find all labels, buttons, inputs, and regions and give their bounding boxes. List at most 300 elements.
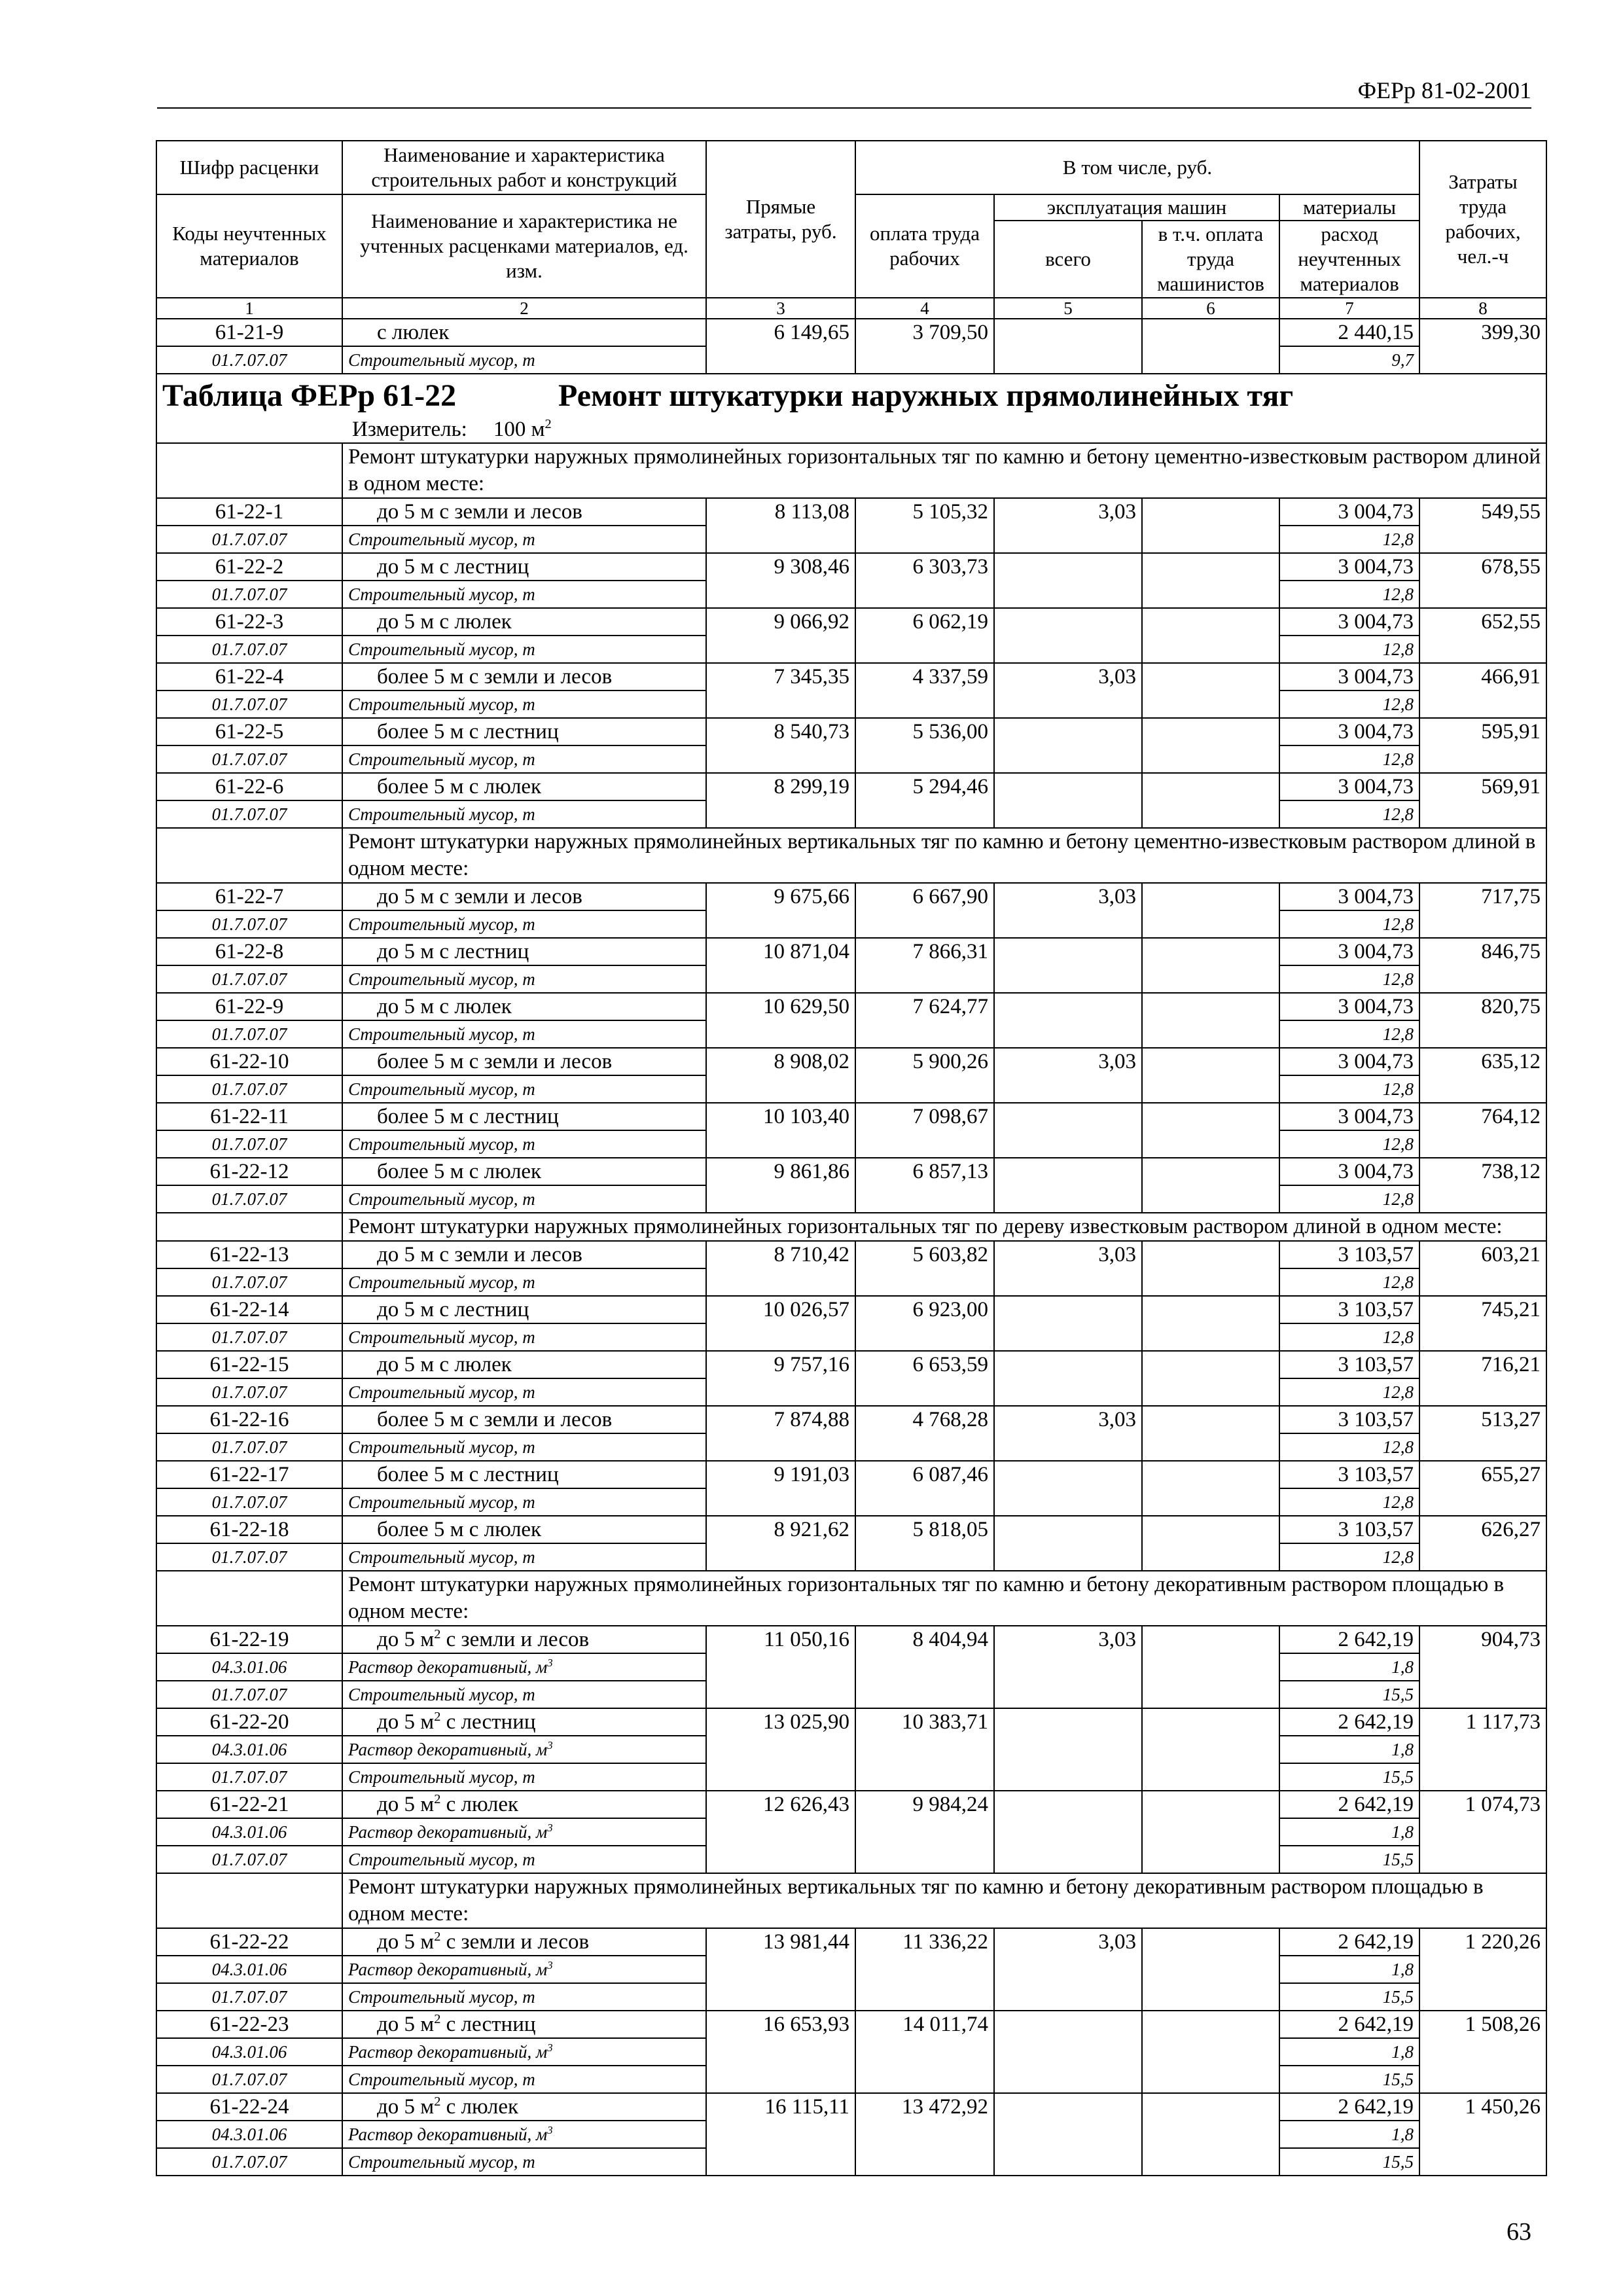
measure-label: Измеритель: xyxy=(352,418,467,441)
machinists-pay xyxy=(1142,883,1279,938)
work-name: до 5 м с лестниц xyxy=(342,553,706,581)
labor-pay: 6 062,19 xyxy=(855,608,994,663)
labor-hours: 904,73 xyxy=(1419,1626,1546,1708)
table-title-row xyxy=(156,374,1546,443)
work-name: более 5 м с люлек xyxy=(342,1158,706,1185)
material-code: 01.7.07.07 xyxy=(156,1268,342,1296)
material-name: Раствор декоративный, $м^3$ xyxy=(342,2121,706,2148)
material-code: 01.7.07.07 xyxy=(156,1543,342,1571)
labor-hours: 764,12 xyxy=(1419,1103,1546,1158)
table-row xyxy=(156,883,1546,910)
material-qty: 1,8 xyxy=(1279,2038,1419,2066)
rate-code: 61-22-16 xyxy=(156,1406,342,1433)
direct-cost: 10 629,50 xyxy=(706,993,855,1048)
material-qty: 12,8 xyxy=(1279,800,1419,828)
material-name: Раствор декоративный, $м^3$ xyxy=(342,1736,706,1763)
machinists-pay xyxy=(1142,1048,1279,1103)
rate-code: 61-22-24 xyxy=(156,2093,342,2121)
labor-pay: 5 603,82 xyxy=(855,1241,994,1296)
material-code: 01.7.07.07 xyxy=(156,636,342,663)
machinists-pay xyxy=(1142,319,1279,374)
table-row xyxy=(156,993,1546,1020)
material-qty: 9,7 xyxy=(1279,346,1419,374)
material-name: Строительный мусор, т xyxy=(342,346,706,374)
material-name: Строительный мусор, т xyxy=(342,1846,706,1873)
table-row xyxy=(156,1158,1546,1185)
document-code: ФЕРр 81-02-2001 xyxy=(1357,77,1531,103)
labor-hours: 1 220,26 xyxy=(1419,1928,1546,2011)
material-qty: 15,5 xyxy=(1279,1983,1419,2011)
material-qty: 12,8 xyxy=(1279,581,1419,608)
col-code-bottom: Коды неучтенных материалов xyxy=(156,194,342,298)
material-code: 01.7.07.07 xyxy=(156,1185,342,1213)
material-name: Строительный мусор, т xyxy=(342,636,706,663)
labor-hours: 717,75 xyxy=(1419,883,1546,938)
material-name: Строительный мусор, т xyxy=(342,581,706,608)
material-qty: 15,5 xyxy=(1279,1846,1419,1873)
labor-hours: 820,75 xyxy=(1419,993,1546,1048)
materials-cost: 3 103,57 xyxy=(1279,1296,1419,1323)
material-code: 01.7.07.07 xyxy=(156,691,342,718)
table-row xyxy=(156,663,1546,691)
machinists-pay xyxy=(1142,1241,1279,1296)
labor-hours: 655,27 xyxy=(1419,1461,1546,1516)
col-number: 7 xyxy=(1279,298,1419,319)
work-name: до 5 $м^2$ с лестниц xyxy=(342,2011,706,2038)
machines-total: 3,03 xyxy=(994,1406,1142,1461)
work-name: до 5 $м^2$ с люлек xyxy=(342,1791,706,1818)
group-spacer xyxy=(156,443,342,498)
col-labor-pay: оплата труда рабочих xyxy=(855,194,994,298)
group-title: Ремонт штукатурки наружных прямолинейных горизонтальных тяг по камню и бетону декоративным раствором площадью в одном месте: xyxy=(342,1571,1546,1626)
materials-cost: 3 004,73 xyxy=(1279,553,1419,581)
material-qty: 12,8 xyxy=(1279,745,1419,773)
labor-pay: 4 768,28 xyxy=(855,1406,994,1461)
material-qty: 12,8 xyxy=(1279,1185,1419,1213)
table-number: Таблица ФЕРр 61-22 xyxy=(162,378,457,413)
rate-code: 61-22-12 xyxy=(156,1158,342,1185)
labor-pay: 14 011,74 xyxy=(855,2011,994,2093)
machinists-pay xyxy=(1142,498,1279,553)
direct-cost: 6 149,65 xyxy=(706,319,855,374)
labor-hours: 399,30 xyxy=(1419,319,1546,374)
material-name: Строительный мусор, т xyxy=(342,1185,706,1213)
materials-cost: 2 642,19 xyxy=(1279,1791,1419,1818)
material-code: 01.7.07.07 xyxy=(156,1020,342,1048)
machinists-pay xyxy=(1142,663,1279,718)
machines-total xyxy=(994,608,1142,663)
materials-cost: 3 004,73 xyxy=(1279,773,1419,800)
rate-code: 61-22-3 xyxy=(156,608,342,636)
group-row xyxy=(156,1571,1546,1626)
table-row xyxy=(156,2011,1546,2038)
material-qty: 12,8 xyxy=(1279,910,1419,938)
col-number: 8 xyxy=(1419,298,1546,319)
labor-hours: 1 074,73 xyxy=(1419,1791,1546,1873)
materials-cost: 3 004,73 xyxy=(1279,718,1419,745)
materials-cost: 2 642,19 xyxy=(1279,2011,1419,2038)
machines-total xyxy=(994,773,1142,828)
group-row xyxy=(156,1873,1546,1928)
machines-total: 3,03 xyxy=(994,1928,1142,2011)
direct-cost: 9 308,46 xyxy=(706,553,855,608)
direct-cost: 10 103,40 xyxy=(706,1103,855,1158)
material-name: Строительный мусор, т xyxy=(342,1763,706,1791)
materials-cost: 3 004,73 xyxy=(1279,1048,1419,1075)
material-qty: 15,5 xyxy=(1279,1681,1419,1708)
rate-code: 61-22-9 xyxy=(156,993,342,1020)
table-row xyxy=(156,1626,1546,1653)
direct-cost: 8 299,19 xyxy=(706,773,855,828)
col-number: 2 xyxy=(342,298,706,319)
material-name: Строительный мусор, т xyxy=(342,1378,706,1406)
labor-hours: 1 450,26 xyxy=(1419,2093,1546,2176)
labor-pay: 5 536,00 xyxy=(855,718,994,773)
labor-pay: 7 624,77 xyxy=(855,993,994,1048)
table-row xyxy=(156,1103,1546,1130)
material-code: 01.7.07.07 xyxy=(156,2148,342,2176)
machines-total xyxy=(994,993,1142,1048)
material-code: 01.7.07.07 xyxy=(156,1433,342,1461)
material-name: Строительный мусор, т xyxy=(342,1543,706,1571)
machinists-pay xyxy=(1142,1626,1279,1708)
material-code: 04.3.01.06 xyxy=(156,1818,342,1846)
machinists-pay xyxy=(1142,1461,1279,1516)
rate-code: 61-22-6 xyxy=(156,773,342,800)
materials-cost: 3 004,73 xyxy=(1279,993,1419,1020)
table-row xyxy=(156,1296,1546,1323)
table-row xyxy=(156,1048,1546,1075)
machines-total xyxy=(994,1103,1142,1158)
machines-total xyxy=(994,553,1142,608)
direct-cost: 16 115,11 xyxy=(706,2093,855,2176)
rate-code: 61-22-1 xyxy=(156,498,342,526)
material-qty: 12,8 xyxy=(1279,1075,1419,1103)
material-code: 04.3.01.06 xyxy=(156,1736,342,1763)
labor-pay: 5 900,26 xyxy=(855,1048,994,1103)
work-name: с люлек xyxy=(342,319,706,346)
labor-pay: 5 105,32 xyxy=(855,498,994,553)
materials-cost: 3 103,57 xyxy=(1279,1351,1419,1378)
table-row xyxy=(156,1241,1546,1268)
table-row xyxy=(156,773,1546,800)
material-qty: 1,8 xyxy=(1279,1653,1419,1681)
measure-value: 100 $м^2$ xyxy=(493,417,552,441)
labor-hours: 745,21 xyxy=(1419,1296,1546,1351)
rate-code: 61-22-13 xyxy=(156,1241,342,1268)
col-number: 3 xyxy=(706,298,855,319)
table-row xyxy=(156,2093,1546,2121)
material-qty: 12,8 xyxy=(1279,965,1419,993)
labor-pay: 10 383,71 xyxy=(855,1708,994,1791)
machines-total xyxy=(994,1791,1142,1873)
materials-cost: 3 004,73 xyxy=(1279,498,1419,526)
material-qty: 15,5 xyxy=(1279,2148,1419,2176)
materials-cost: 3 103,57 xyxy=(1279,1406,1419,1433)
page-number: 63 xyxy=(1507,2218,1531,2246)
group-row xyxy=(156,443,1546,498)
labor-hours: 678,55 xyxy=(1419,553,1546,608)
material-code: 01.7.07.07 xyxy=(156,581,342,608)
header-rule xyxy=(157,107,1531,109)
materials-cost: 2 440,15 xyxy=(1279,319,1419,346)
material-name: Строительный мусор, т xyxy=(342,691,706,718)
work-name: до 5 м с лестниц xyxy=(342,1296,706,1323)
direct-cost: 8 921,62 xyxy=(706,1516,855,1571)
materials-cost: 2 642,19 xyxy=(1279,1928,1419,1956)
labor-pay: 3 709,50 xyxy=(855,319,994,374)
materials-cost: 3 004,73 xyxy=(1279,663,1419,691)
machinists-pay xyxy=(1142,938,1279,993)
machinists-pay xyxy=(1142,553,1279,608)
labor-pay: 11 336,22 xyxy=(855,1928,994,2011)
materials-cost: 3 103,57 xyxy=(1279,1461,1419,1488)
machinists-pay xyxy=(1142,1296,1279,1351)
direct-cost: 7 874,88 xyxy=(706,1406,855,1461)
direct-cost: 9 675,66 xyxy=(706,883,855,938)
work-name: более 5 м с люлек xyxy=(342,773,706,800)
labor-pay: 7 866,31 xyxy=(855,938,994,993)
material-qty: 1,8 xyxy=(1279,1956,1419,1983)
work-name: более 5 м с лестниц xyxy=(342,1103,706,1130)
materials-cost: 3 004,73 xyxy=(1279,1158,1419,1185)
machinists-pay xyxy=(1142,1791,1279,1873)
col-number: 5 xyxy=(994,298,1142,319)
machines-total xyxy=(994,2093,1142,2176)
direct-cost: 16 653,93 xyxy=(706,2011,855,2093)
machinists-pay xyxy=(1142,1351,1279,1406)
table-row xyxy=(156,319,1546,346)
material-name: Раствор декоративный, $м^3$ xyxy=(342,2038,706,2066)
machines-total: 3,03 xyxy=(994,883,1142,938)
materials-cost: 3 004,73 xyxy=(1279,608,1419,636)
material-name: Строительный мусор, т xyxy=(342,2148,706,2176)
labor-hours: 846,75 xyxy=(1419,938,1546,993)
material-qty: 12,8 xyxy=(1279,1543,1419,1571)
labor-pay: 4 337,59 xyxy=(855,663,994,718)
labor-pay: 13 472,92 xyxy=(855,2093,994,2176)
table-subject: Ремонт штукатурки наружных прямолинейных тяг xyxy=(558,378,1294,413)
material-name: Строительный мусор, т xyxy=(342,1075,706,1103)
work-name: более 5 м с земли и лесов xyxy=(342,663,706,691)
work-name: до 5 м с лестниц xyxy=(342,938,706,965)
machinists-pay xyxy=(1142,773,1279,828)
rate-code: 61-22-5 xyxy=(156,718,342,745)
work-name: до 5 м с земли и лесов xyxy=(342,883,706,910)
labor-pay: 6 667,90 xyxy=(855,883,994,938)
col-materials-sub: расход неучтенных материалов xyxy=(1279,221,1419,298)
rate-code: 61-22-19 xyxy=(156,1626,342,1653)
table-row xyxy=(156,1406,1546,1433)
labor-hours: 549,55 xyxy=(1419,498,1546,553)
table-row xyxy=(156,1351,1546,1378)
table-row xyxy=(156,498,1546,526)
col-number: 1 xyxy=(156,298,342,319)
labor-hours: 595,91 xyxy=(1419,718,1546,773)
labor-hours: 1 508,26 xyxy=(1419,2011,1546,2093)
labor-pay: 6 303,73 xyxy=(855,553,994,608)
work-name: до 5 $м^2$ с земли и лесов xyxy=(342,1626,706,1653)
machines-total: 3,03 xyxy=(994,1241,1142,1296)
machinists-pay xyxy=(1142,608,1279,663)
materials-cost: 3 004,73 xyxy=(1279,938,1419,965)
table-row xyxy=(156,1461,1546,1488)
material-name: Строительный мусор, т xyxy=(342,1983,706,2011)
rate-code: 61-22-14 xyxy=(156,1296,342,1323)
labor-pay: 6 923,00 xyxy=(855,1296,994,1351)
material-name: Строительный мусор, т xyxy=(342,2066,706,2093)
material-code: 01.7.07.07 xyxy=(156,965,342,993)
group-title: Ремонт штукатурки наружных прямолинейных вертикальных тяг по камню и бетону декоративным раствором площадью в одном месте: xyxy=(342,1873,1546,1928)
rate-code: 61-22-8 xyxy=(156,938,342,965)
material-code: 01.7.07.07 xyxy=(156,526,342,553)
group-title: Ремонт штукатурки наружных прямолинейных горизонтальных тяг по дереву известковым раствором длиной в одном месте: xyxy=(342,1213,1546,1241)
material-code: 01.7.07.07 xyxy=(156,745,342,773)
machinists-pay xyxy=(1142,993,1279,1048)
machinists-pay xyxy=(1142,1928,1279,2011)
labor-pay: 5 294,46 xyxy=(855,773,994,828)
machines-total xyxy=(994,938,1142,993)
direct-cost: 13 981,44 xyxy=(706,1928,855,2011)
material-code: 04.3.01.06 xyxy=(156,1956,342,1983)
labor-pay: 6 087,46 xyxy=(855,1461,994,1516)
work-name: до 5 м с люлек xyxy=(342,993,706,1020)
labor-hours: 635,12 xyxy=(1419,1048,1546,1103)
rate-code: 61-22-23 xyxy=(156,2011,342,2038)
col-materials: материалы xyxy=(1279,194,1419,221)
rate-code: 61-22-20 xyxy=(156,1708,342,1736)
col-labor: Затраты труда рабочих, чел.-ч xyxy=(1419,141,1546,298)
material-qty: 12,8 xyxy=(1279,691,1419,718)
machines-total xyxy=(994,1516,1142,1571)
table-title-cell xyxy=(156,374,1546,443)
material-code: 01.7.07.07 xyxy=(156,1763,342,1791)
material-qty: 1,8 xyxy=(1279,2121,1419,2148)
col-machinists: в т.ч. оплата труда машинистов xyxy=(1142,221,1279,298)
rate-code: 61-22-21 xyxy=(156,1791,342,1818)
rate-code: 61-22-17 xyxy=(156,1461,342,1488)
direct-cost: 8 710,42 xyxy=(706,1241,855,1296)
material-code: 01.7.07.07 xyxy=(156,800,342,828)
col-code-top: Шифр расценки xyxy=(156,141,342,194)
direct-cost: 7 345,35 xyxy=(706,663,855,718)
labor-pay: 9 984,24 xyxy=(855,1791,994,1873)
direct-cost: 9 191,03 xyxy=(706,1461,855,1516)
material-qty: 15,5 xyxy=(1279,1763,1419,1791)
direct-cost: 9 861,86 xyxy=(706,1158,855,1213)
rate-code: 61-22-22 xyxy=(156,1928,342,1956)
material-name: Строительный мусор, т xyxy=(342,965,706,993)
work-name: до 5 м с люлек xyxy=(342,1351,706,1378)
labor-hours: 569,91 xyxy=(1419,773,1546,828)
material-code: 04.3.01.06 xyxy=(156,1653,342,1681)
work-name: более 5 м с лестниц xyxy=(342,1461,706,1488)
labor-hours: 466,91 xyxy=(1419,663,1546,718)
labor-pay: 6 857,13 xyxy=(855,1158,994,1213)
material-name: Строительный мусор, т xyxy=(342,1488,706,1516)
col-name-bottom: Наименование и характеристика не учтенных расценками материалов, ед. изм. xyxy=(342,194,706,298)
material-code: 01.7.07.07 xyxy=(156,1983,342,2011)
material-name: Раствор декоративный, $м^3$ xyxy=(342,1818,706,1846)
material-name: Строительный мусор, т xyxy=(342,1020,706,1048)
labor-hours: 513,27 xyxy=(1419,1406,1546,1461)
material-code: 01.7.07.07 xyxy=(156,1488,342,1516)
machinists-pay xyxy=(1142,718,1279,773)
direct-cost: 10 026,57 xyxy=(706,1296,855,1351)
material-qty: 12,8 xyxy=(1279,526,1419,553)
work-name: более 5 м с земли и лесов xyxy=(342,1048,706,1075)
work-name: до 5 м с земли и лесов xyxy=(342,498,706,526)
material-name: Строительный мусор, т xyxy=(342,1323,706,1351)
table-body xyxy=(156,319,1546,2176)
work-name: до 5 $м^2$ с лестниц xyxy=(342,1708,706,1736)
table-header xyxy=(156,141,1546,319)
material-name: Строительный мусор, т xyxy=(342,1681,706,1708)
work-name: более 5 м с земли и лесов xyxy=(342,1406,706,1433)
material-qty: 12,8 xyxy=(1279,636,1419,663)
material-qty: 12,8 xyxy=(1279,1378,1419,1406)
material-qty: 12,8 xyxy=(1279,1488,1419,1516)
labor-pay: 8 404,94 xyxy=(855,1626,994,1708)
labor-hours: 716,21 xyxy=(1419,1351,1546,1406)
material-code: 01.7.07.07 xyxy=(156,1130,342,1158)
labor-pay: 7 098,67 xyxy=(855,1103,994,1158)
table-row xyxy=(156,1791,1546,1818)
material-name: Раствор декоративный, $м^3$ xyxy=(342,1956,706,1983)
material-name: Строительный мусор, т xyxy=(342,526,706,553)
machines-total xyxy=(994,2011,1142,2093)
direct-cost: 8 908,02 xyxy=(706,1048,855,1103)
col-direct: Прямые затраты, руб. xyxy=(706,141,855,298)
material-qty: 15,5 xyxy=(1279,2066,1419,2093)
labor-hours: 626,27 xyxy=(1419,1516,1546,1571)
measure-unit xyxy=(162,416,1541,442)
work-name: до 5 $м^2$ с земли и лесов xyxy=(342,1928,706,1956)
direct-cost: 8 540,73 xyxy=(706,718,855,773)
labor-hours: 1 117,73 xyxy=(1419,1708,1546,1791)
material-qty: 12,8 xyxy=(1279,1433,1419,1461)
rate-code: 61-22-4 xyxy=(156,663,342,691)
labor-hours: 603,21 xyxy=(1419,1241,1546,1296)
col-number: 4 xyxy=(855,298,994,319)
group-row xyxy=(156,828,1546,883)
material-code: 01.7.07.07 xyxy=(156,346,342,374)
machines-total xyxy=(994,1296,1142,1351)
table-row xyxy=(156,608,1546,636)
col-name-top: Наименование и характеристика строительных работ и конструкций xyxy=(342,141,706,194)
material-qty: 1,8 xyxy=(1279,1736,1419,1763)
materials-cost: 2 642,19 xyxy=(1279,1626,1419,1653)
work-name: до 5 м с люлек xyxy=(342,608,706,636)
material-name: Строительный мусор, т xyxy=(342,745,706,773)
material-code: 01.7.07.07 xyxy=(156,1075,342,1103)
labor-hours: 738,12 xyxy=(1419,1158,1546,1213)
table-row xyxy=(156,553,1546,581)
materials-cost: 3 004,73 xyxy=(1279,883,1419,910)
group-spacer xyxy=(156,828,342,883)
machinists-pay xyxy=(1142,2093,1279,2176)
material-code: 01.7.07.07 xyxy=(156,1846,342,1873)
table-row xyxy=(156,718,1546,745)
machines-total xyxy=(994,718,1142,773)
material-name: Строительный мусор, т xyxy=(342,1433,706,1461)
material-code: 01.7.07.07 xyxy=(156,1681,342,1708)
material-name: Раствор декоративный, $м^3$ xyxy=(342,1653,706,1681)
machines-total xyxy=(994,1461,1142,1516)
table-row xyxy=(156,1708,1546,1736)
material-qty: 12,8 xyxy=(1279,1130,1419,1158)
work-name: более 5 м с люлек xyxy=(342,1516,706,1543)
